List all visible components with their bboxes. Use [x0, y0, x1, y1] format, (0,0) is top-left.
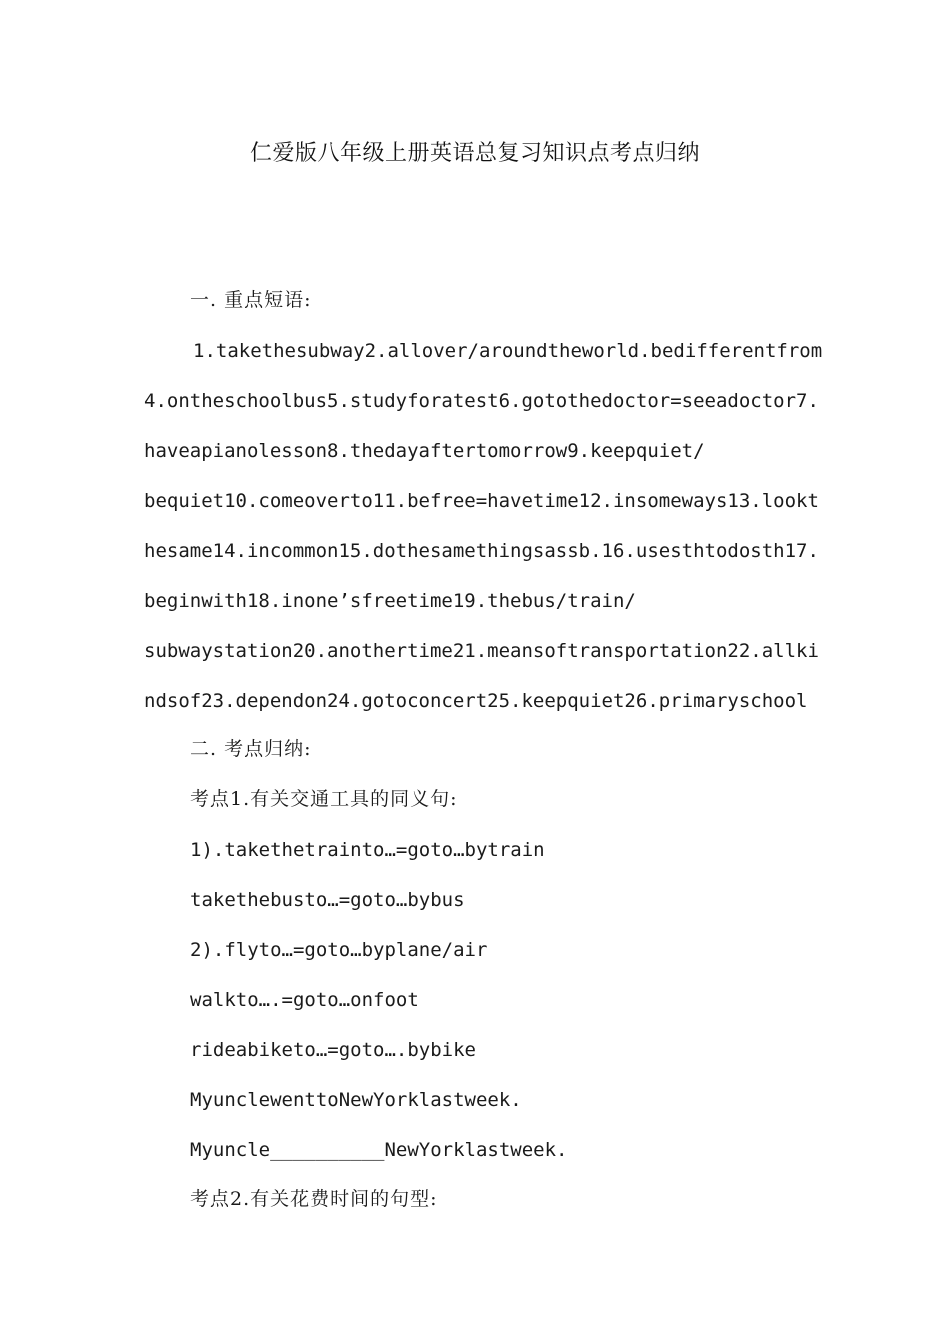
point-1-line: MyunclewenttoNewYorklastweek. — [190, 1089, 522, 1111]
phrase-line: bequiet10.comeoverto11.befree=havetime12.insomeways13.lookt — [144, 490, 819, 512]
phrase-line: subwaystation20.anothertime21.meansoftransportation22.allki — [144, 640, 819, 662]
point-1-line: Myuncle__________NewYorklastweek. — [190, 1139, 568, 1161]
phrase-line: beginwith18.inone’sfreetime19.thebus/train/ — [144, 590, 636, 612]
phrase-line: ndsof23.dependon24.gotoconcert25.keepquiet26.primaryschool — [144, 690, 808, 712]
section-heading-key-phrases: 一. 重点短语: — [190, 289, 312, 311]
point-1-line: 1).takethetrainto…=goto…bytrain — [190, 839, 545, 861]
phrase-line: hesame14.incommon15.dothesamethingsassb.16.usesthtodosth17. — [144, 540, 819, 562]
point-1-line: rideabiketo…=goto….bybike — [190, 1039, 476, 1061]
section-heading-key-points: 二. 考点归纳: — [190, 738, 312, 760]
phrase-line: haveapianolesson8.thedayaftertomorrow9.keepquiet/ — [144, 440, 705, 462]
point-1-line: walkto….=goto…onfoot — [190, 989, 419, 1011]
point-2-heading: 考点2.有关花费时间的句型: — [190, 1188, 438, 1210]
phrase-line: 1.takethesubway2.allover/aroundtheworld.bedifferentfrom — [193, 340, 823, 362]
point-1-line: 2).flyto…=goto…byplane/air — [190, 939, 488, 961]
point-1-heading: 考点1.有关交通工具的同义句: — [190, 788, 458, 810]
document-title: 仁爱版八年级上册英语总复习知识点考点归纳 — [249, 141, 700, 166]
phrase-line: 4.ontheschoolbus5.studyforatest6.gotothedoctor=seeadoctor7. — [144, 390, 819, 412]
point-1-line: takethebusto…=goto…bybus — [190, 889, 465, 911]
